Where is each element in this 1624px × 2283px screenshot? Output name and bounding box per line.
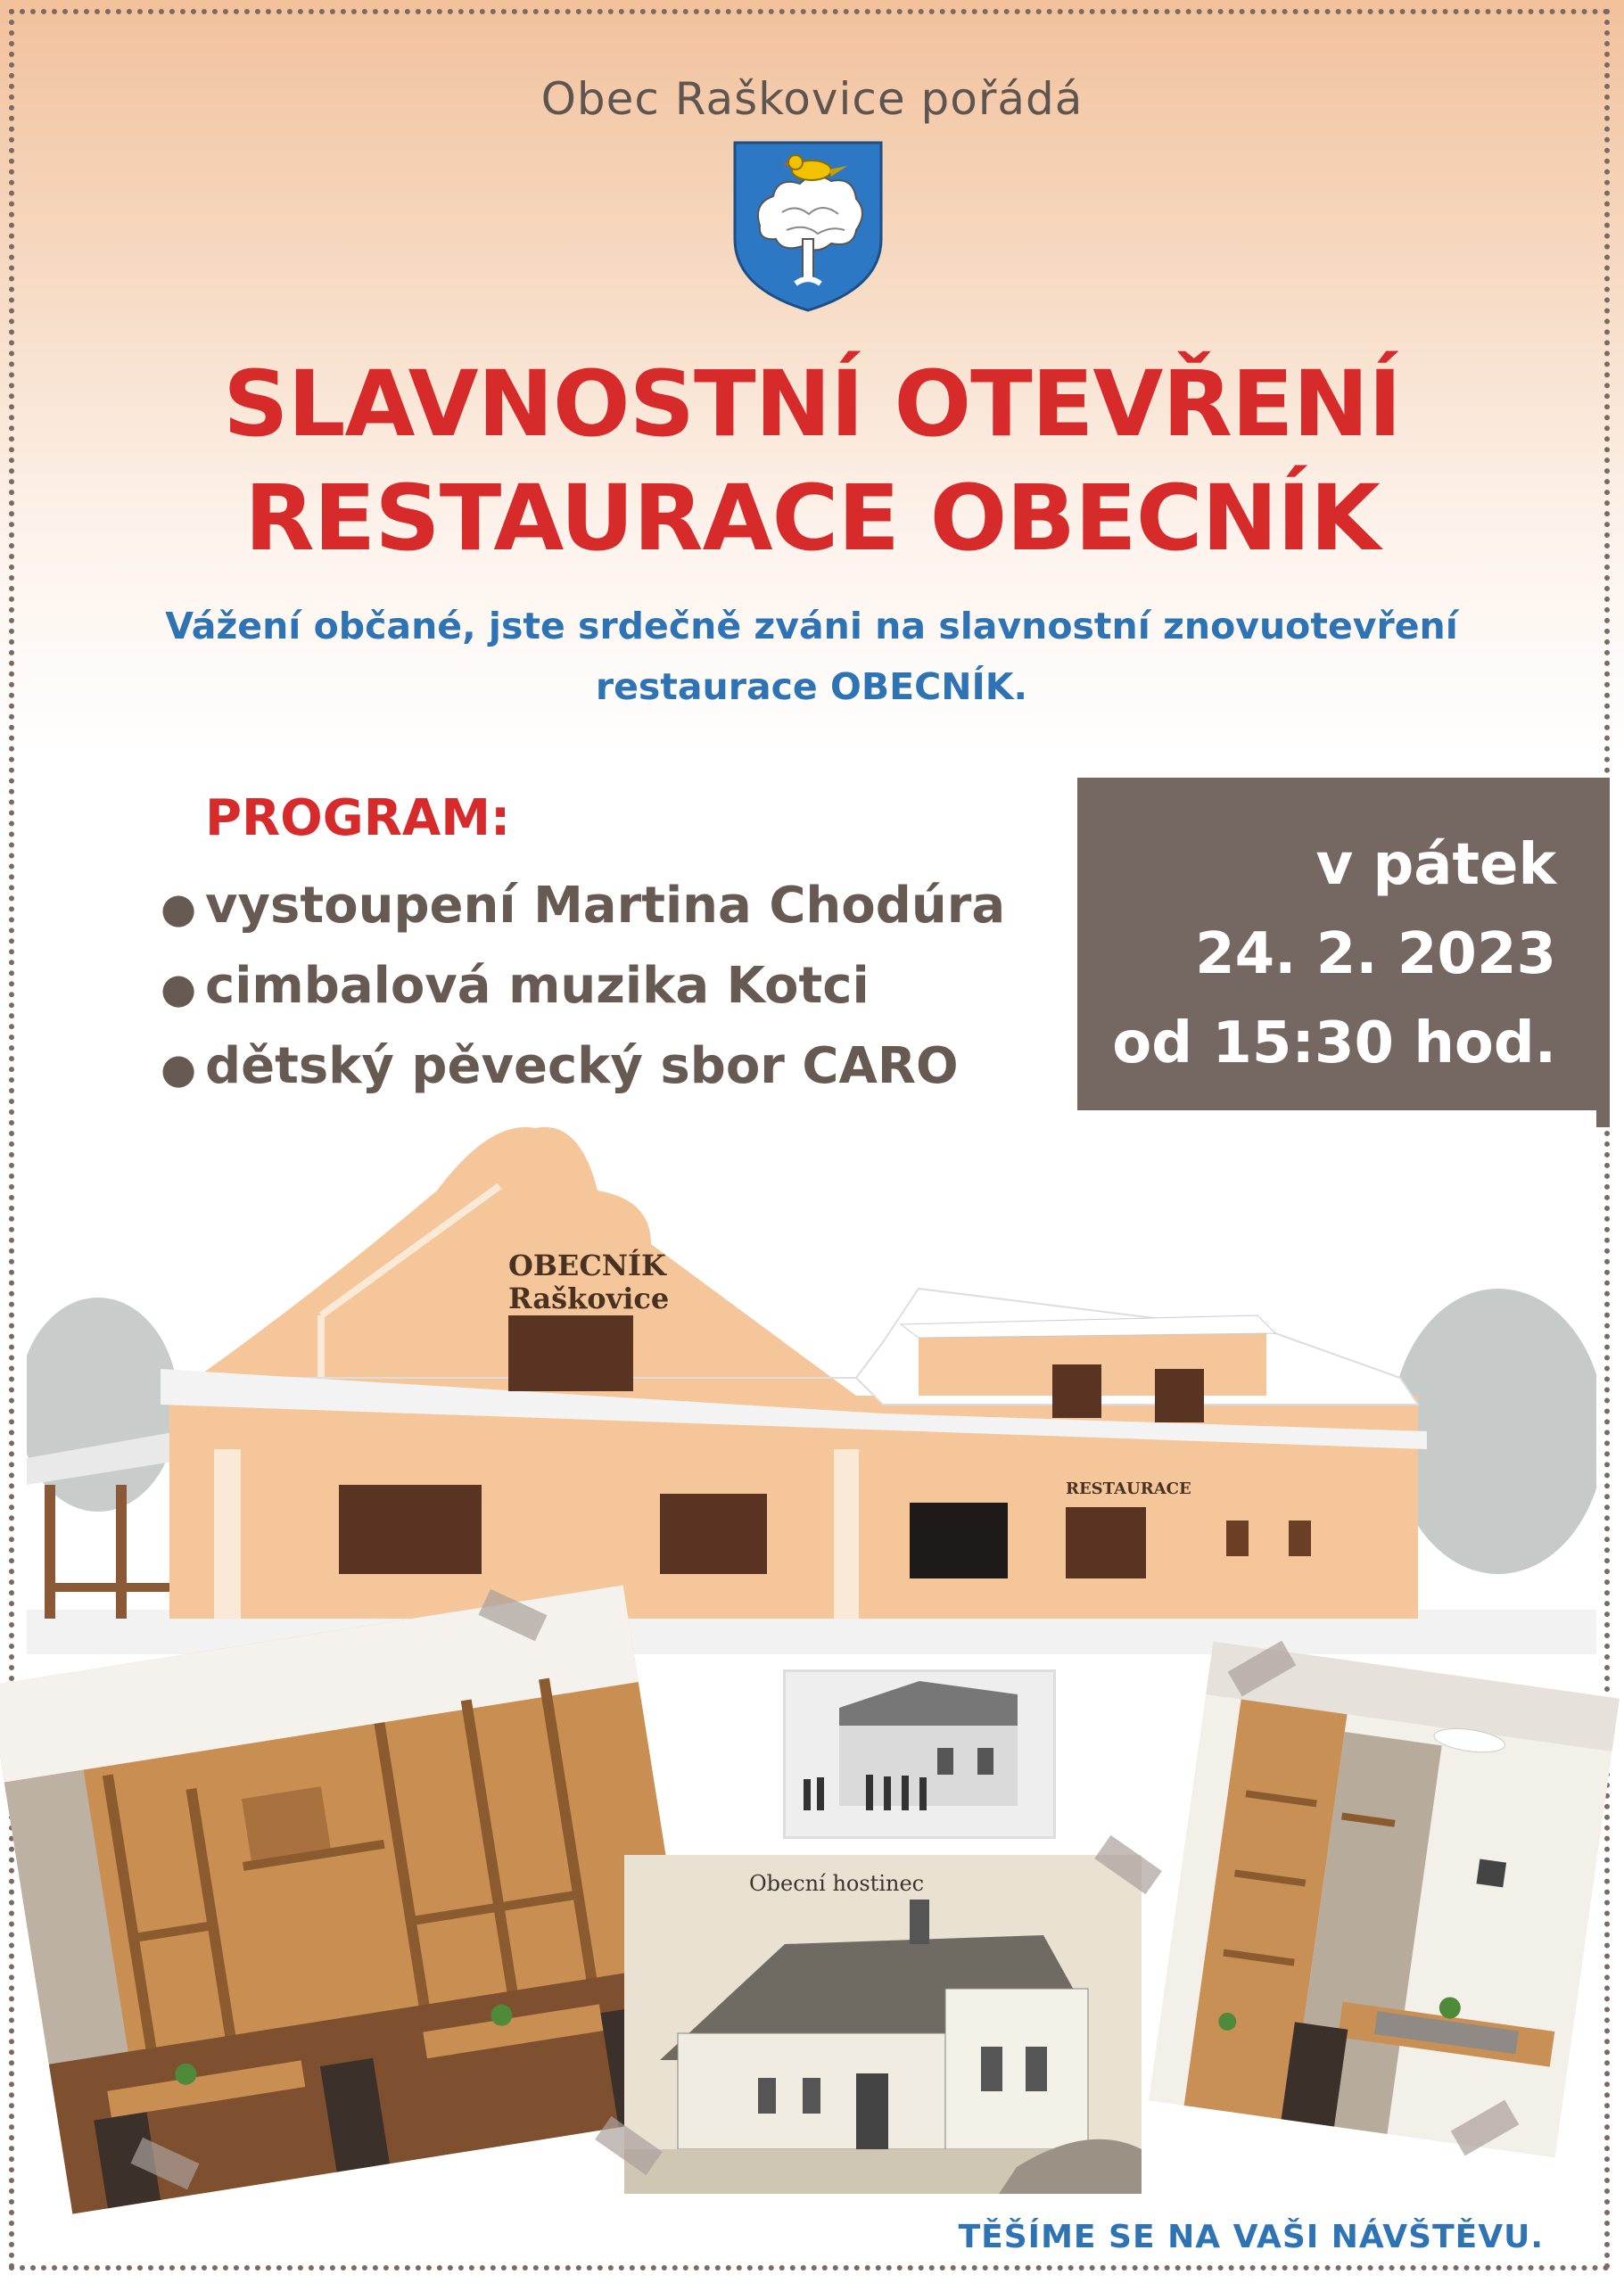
interior-photo-left — [0, 1585, 706, 2213]
restaurant-building-photo — [27, 1110, 1596, 1654]
event-date-box — [1077, 778, 1610, 1127]
event-day: v pátek — [1315, 832, 1556, 898]
event-time: od 15:30 hod. — [1112, 1010, 1556, 1076]
closing-message: TĚŠÍME SE NA VAŠI NÁVŠTĚVU. — [958, 2219, 1544, 2255]
old-photo-caption: Obecní hostinec — [749, 1871, 925, 1896]
event-date: 24. 2. 2023 — [1195, 921, 1556, 987]
invitation-line-2: restaurace OBECNÍK. — [595, 665, 1028, 708]
bullet-icon: ● — [161, 884, 197, 932]
program-item: ● cimbalová muzika Kotci — [161, 947, 1005, 1027]
historic-photo-small — [783, 1669, 1056, 1839]
program-heading: PROGRAM: — [205, 789, 511, 847]
program-list — [161, 867, 1005, 1108]
main-title — [0, 348, 1624, 576]
bullet-icon: ● — [161, 964, 197, 1012]
invitation-text — [107, 596, 1516, 717]
program-item: ● vystoupení Martina Chodúra — [161, 867, 1005, 947]
sign-restaurace: RESTAURACE — [1066, 1479, 1191, 1498]
sign-obecnik: OBECNÍK — [508, 1249, 666, 1282]
program-item: ● dětský pěvecký sbor CARO — [161, 1027, 1005, 1108]
coat-of-arms-icon — [733, 141, 883, 312]
title-line-1: SLAVNOSTNÍ OTEVŘENÍ — [223, 351, 1401, 457]
sign-raskovice: Raškovice — [508, 1282, 670, 1315]
organizer-line: Obec Raškovice pořádá — [540, 73, 1084, 125]
bullet-icon: ● — [161, 1044, 197, 1092]
interior-photo-right — [1149, 1642, 1620, 2158]
historic-photo-inn — [624, 1855, 1142, 2194]
title-line-2: RESTAURACE OBECNÍK — [244, 466, 1380, 572]
invitation-line-1: Vážení občané, jste srdečně zváni na slavnostní znovuotevření — [165, 605, 1458, 647]
